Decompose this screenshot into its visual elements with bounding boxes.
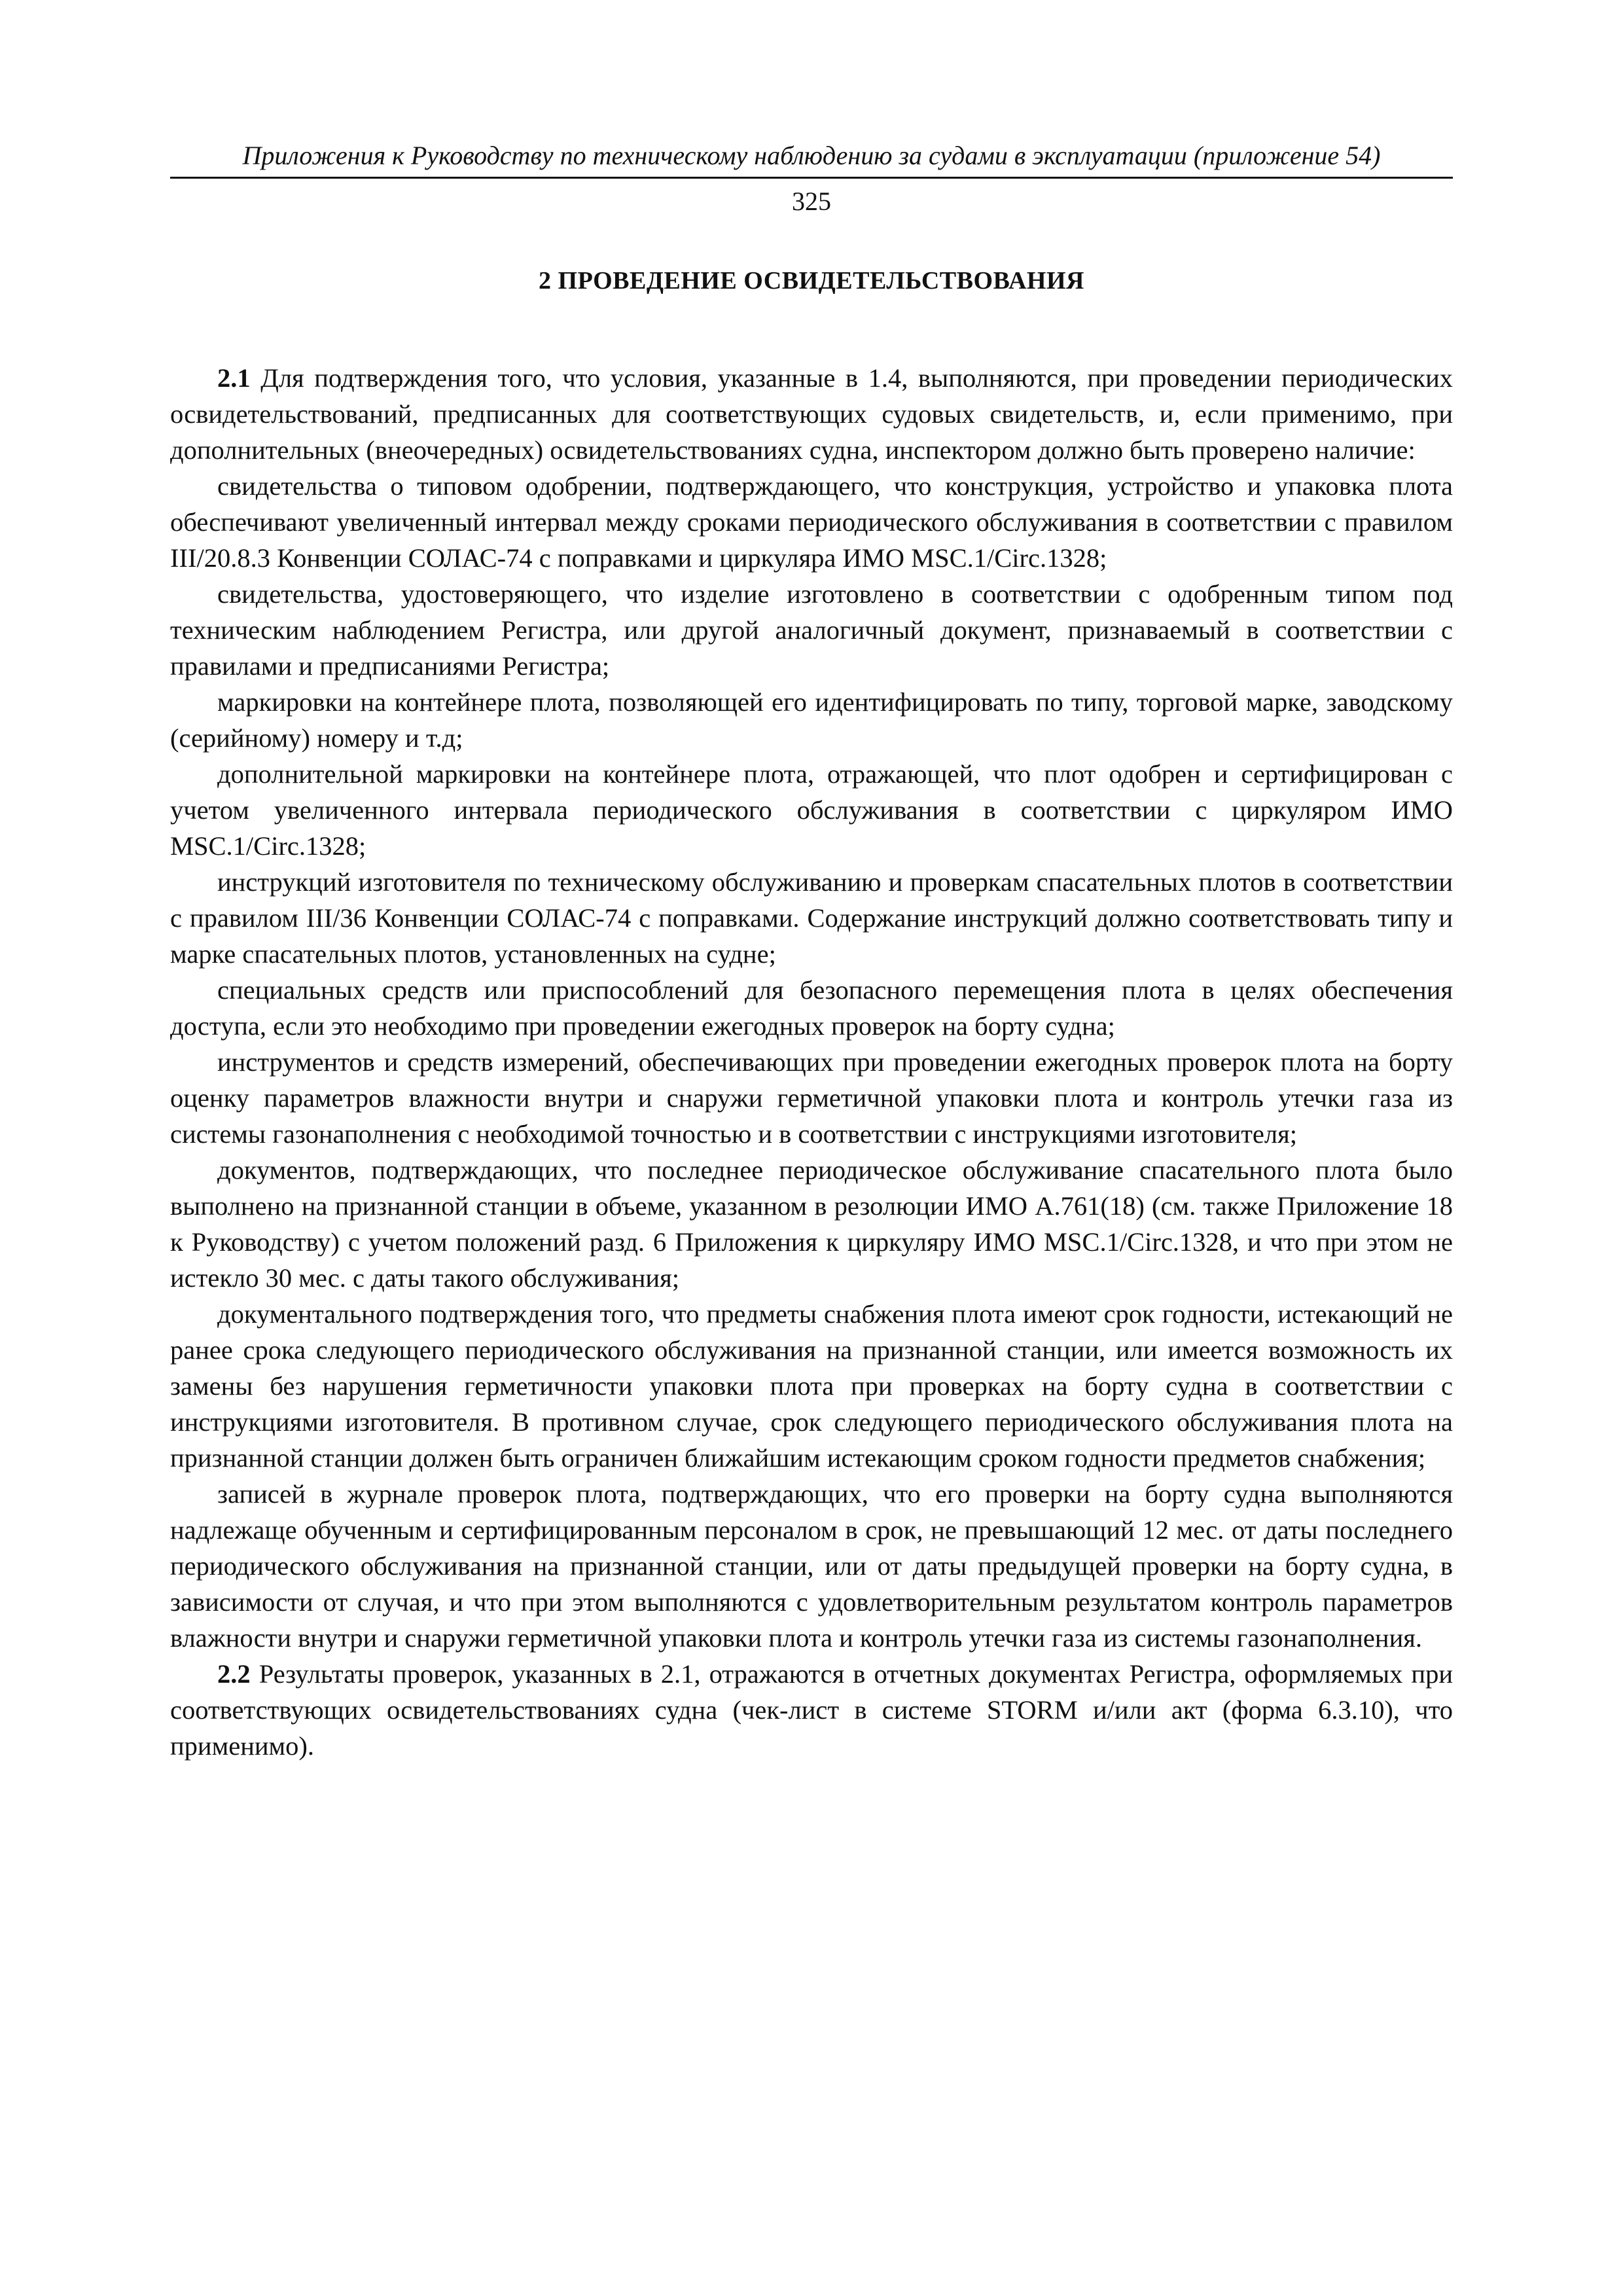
paragraph-text: специальных средств или приспособлений для безопасного перемещения плота в целях обеспечения доступа, если это необходимо при проведении ежегодных проверок на борту судна; [170,975,1453,1041]
paragraph-2-1 [170,360,1453,468]
paragraph-text: Результаты проверок, указанных в 2.1, отражаются в отчетных документах Регистра, оформляемых при соответствующих освидетельствованиях судна (чек-лист в системе STORM и/или акт (форма 6.3.10), что применимо). [170,1659,1454,1761]
paragraph-text: маркировки на контейнере плота, позволяющей его идентифицировать по типу, торговой марке, заводскому (серийному) номеру и т.д; [170,687,1453,753]
clause-number: 2.1 [217,363,251,393]
section-title: 2 ПРОВЕДЕНИЕ ОСВИДЕТЕЛЬСТВОВАНИЯ [539,267,1084,295]
running-header: Приложения к Руководству по техническому наблюдению за судами в эксплуатации (приложение 54) [170,139,1453,179]
list-item [170,1044,1453,1152]
list-item [170,684,1453,756]
paragraph-text: записей в журнале проверок плота, подтверждающих, что его проверки на борту судна выполняются надлежаще обученным и сертифицированным персоналом в срок, не превышающий 12 мес. от даты последнего периодического обслуживания на признанной станции, или от даты предыдущей проверки на борту судна, в зависимости от случая, и что при этом выполняются с удовлетворительным результатом контроль параметров влажности внутри и снаружи герметичной упаковки плота и контроль утечки газа из системы газонаполнения. [170,1479,1453,1653]
clause-number: 2.2 [217,1659,251,1689]
page-number: 325 [792,187,831,216]
list-item [170,756,1453,864]
list-item [170,864,1453,972]
list-item [170,1296,1453,1476]
paragraph-text: документов, подтверждающих, что последнее периодическое обслуживание спасательного плота было выполнено на признанной станции в объеме, указанном в резолюции ИМО А.761(18) (см. также Приложение 18 к Руководству) с учетом положений разд. 6 Приложения к циркуляру ИМО MSC.1/Circ.1328, и что при этом не истекло 30 мес. с даты такого обслуживания; [170,1155,1453,1293]
paragraph-text: инструментов и средств измерений, обеспечивающих при проведении ежегодных проверок плота на борту оценку параметров влажности внутри и снаружи герметичной упаковки плота и контроль утечки газа из системы газонаполнения с необходимой точностью и в соответствии с инструкциями изготовителя; [170,1047,1453,1149]
body-text [170,360,1453,1764]
paragraph-text: свидетельства, удостоверяющего, что изделие изготовлено в соответствии с одобренным типом под техническим наблюдением Регистра, или другой аналогичный документ, признаваемый в соответствии с правилами и предписаниями Регистра; [170,579,1453,681]
paragraph-text: инструкций изготовителя по техническому обслуживанию и проверкам спасательных плотов в соответствии с правилом III/36 Конвенции СОЛАС-74 с поправками. Содержание инструкций должно соответствовать типу и марке спасательных плотов, установленных на судне; [170,867,1453,969]
paragraph-2-2 [170,1656,1453,1764]
list-item [170,1152,1453,1296]
paragraph-text: свидетельства о типовом одобрении, подтверждающего, что конструкция, устройство и упаковка плота обеспечивают увеличенный интервал между сроками периодического обслуживания в соответствии с правилом III/20.8.3 Конвенции СОЛАС-74 с поправками и циркуляра ИМО MSC.1/Circ.1328; [170,471,1453,573]
list-item [170,1476,1453,1656]
list-item [170,576,1453,684]
paragraph-text: Для подтверждения того, что условия, указанные в 1.4, выполняются, при проведении периодических освидетельствований, предписанных для соответствующих судовых свидетельств, и, если применимо, при дополнительных (внеочередных) освидетельствованиях судна, инспектором должно быть проверено наличие: [170,363,1454,465]
list-item [170,468,1453,576]
list-item [170,972,1453,1044]
paragraph-text: дополнительной маркировки на контейнере плота, отражающей, что плот одобрен и сертифицирован с учетом увеличенного интервала периодического обслуживания в соответствии с циркуляром ИМО MSC.1/Circ.1328; [170,759,1453,861]
paragraph-text: документального подтверждения того, что предметы снабжения плота имеют срок годности, истекающий не ранее срока следующего периодического обслуживания на признанной станции, или имеется возможность их замены без нарушения герметичности упаковки плота при проверках на борту судна в соответствии с инструкциями изготовителя. В противном случае, срок следующего периодического обслуживания плота на признанной станции должен быть ограничен ближайшим истекающим сроком годности предметов снабжения; [170,1299,1453,1473]
